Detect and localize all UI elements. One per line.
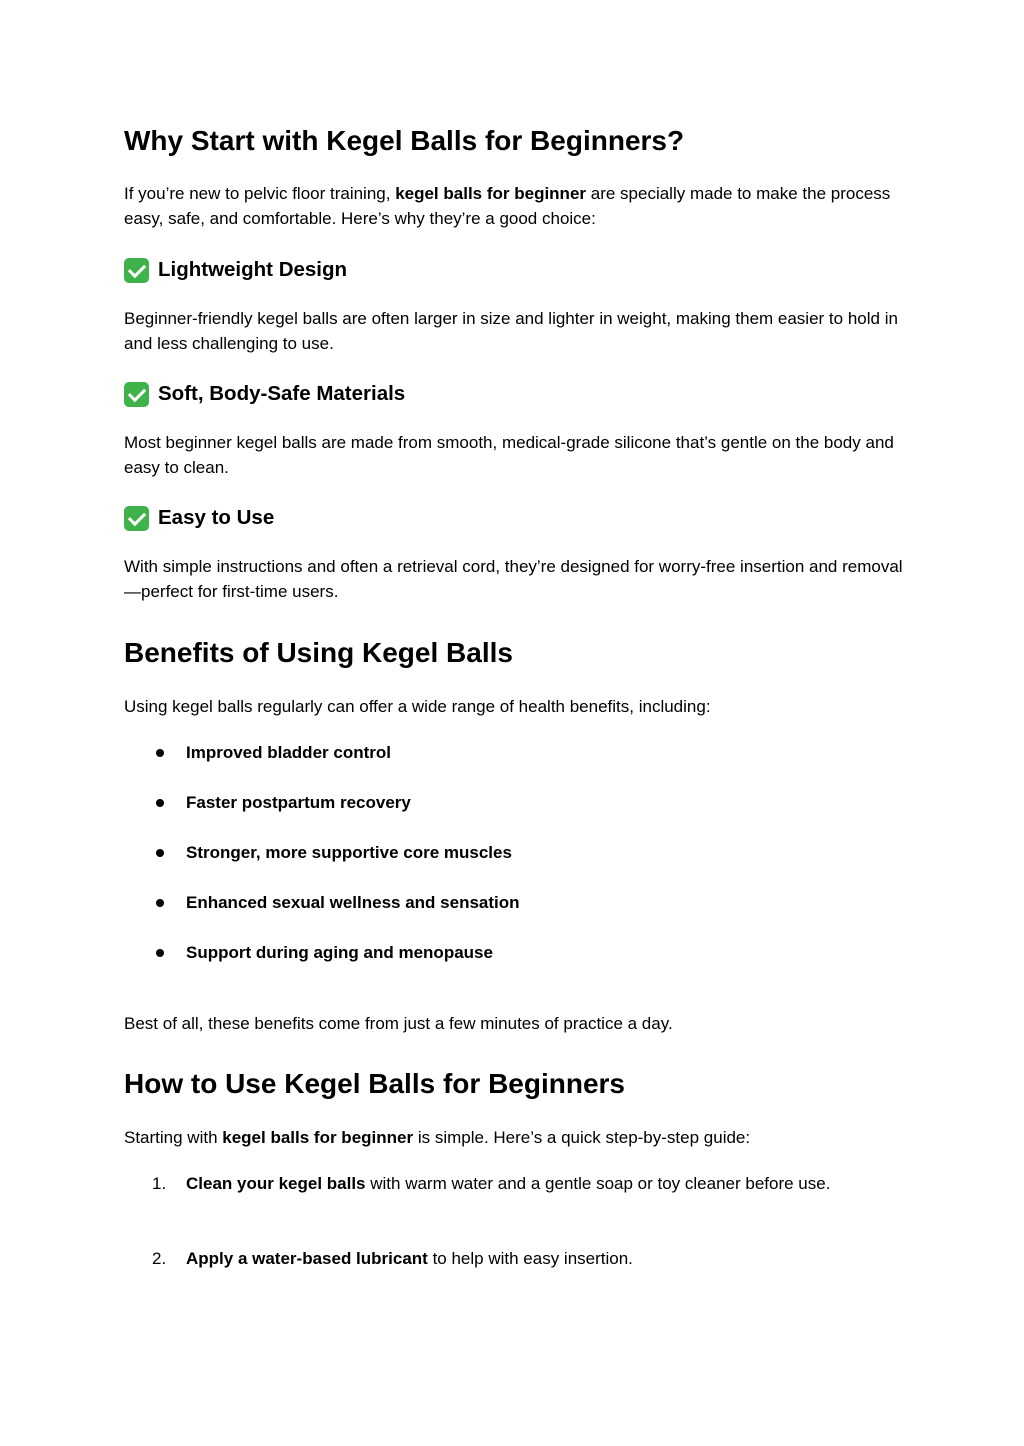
howto-text-pre: Starting with: [124, 1128, 223, 1147]
intro-paragraph-why-start: [124, 181, 904, 231]
feature-heading-lightweight: [124, 257, 904, 283]
section-howto-heading-wrap: [124, 1067, 904, 1101]
bullet-icon: [156, 799, 164, 807]
heading-how-to-use: How to Use Kegel Balls for Beginners: [124, 1068, 625, 1099]
benefits-closing: Best of all, these benefits come from just a few minutes of practice a day.: [124, 1014, 673, 1033]
list-item: Stronger, more supportive core muscles: [124, 840, 884, 865]
list-item: Improved bladder control: [124, 740, 884, 765]
list-item: Faster postpartum recovery: [124, 790, 884, 815]
feature-text-materials: Most beginner kegel balls are made from smooth, medical-grade silicone that’s gentle on the body and easy to clean.: [124, 433, 894, 477]
step-bold: Clean your kegel balls: [186, 1174, 366, 1193]
feature-heading-easy-to-use: [124, 505, 904, 531]
feature-heading-text: Easy to Use: [158, 506, 275, 529]
feature-heading-materials: [124, 381, 904, 407]
step-number: 1.: [152, 1174, 167, 1193]
bullet-icon: [156, 849, 164, 857]
section-why-start-heading-wrap: [124, 124, 904, 158]
bullet-icon: [156, 749, 164, 757]
step-bold: Apply a water-based lubricant: [186, 1249, 428, 1268]
step-item-2: [124, 1246, 884, 1271]
check-mark-icon: [124, 382, 149, 407]
step-number: 2.: [152, 1249, 167, 1268]
heading-benefits: Benefits of Using Kegel Balls: [124, 637, 513, 668]
bullet-icon: [156, 949, 164, 957]
list-item: Support during aging and menopause: [124, 940, 884, 965]
howto-intro: [124, 1125, 904, 1150]
step-text: to help with easy insertion.: [427, 1249, 633, 1268]
list-item: Enhanced sexual wellness and sensation: [124, 890, 884, 915]
section-benefits-heading-wrap: [124, 636, 904, 670]
heading-why-start: Why Start with Kegel Balls for Beginners?: [124, 125, 685, 156]
feature-text-lightweight: Beginner-friendly kegel balls are often larger in size and lighter in weight, making them easier to hold in and less challenging to use.: [124, 309, 898, 353]
intro-text-pre: If you’re new to pelvic floor training,: [124, 184, 396, 203]
step-item-1: [124, 1171, 884, 1196]
intro-text-bold: kegel balls for beginner: [395, 184, 587, 203]
feature-heading-text: Lightweight Design: [158, 258, 348, 281]
check-mark-icon: [124, 258, 149, 283]
benefits-intro: Using kegel balls regularly can offer a wide range of health benefits, including:: [124, 697, 711, 716]
bullet-icon: [156, 899, 164, 907]
step-text: with warm water and a gentle soap or toy cleaner before use.: [365, 1174, 831, 1193]
feature-heading-text: Soft, Body-Safe Materials: [158, 382, 406, 405]
check-mark-icon: [124, 506, 149, 531]
feature-text-easy-to-use: With simple instructions and often a retrieval cord, they’re designed for worry-free insertion and removal—perfect for first-time users.: [124, 557, 903, 601]
intro-text-post: are specially made to make the process easy, safe, and comfortable. Here’s why they’re a good choice:: [124, 184, 891, 228]
howto-text-bold: kegel balls for beginner: [222, 1128, 414, 1147]
howto-text-post: is simple. Here’s a quick step-by-step guide:: [413, 1128, 751, 1147]
